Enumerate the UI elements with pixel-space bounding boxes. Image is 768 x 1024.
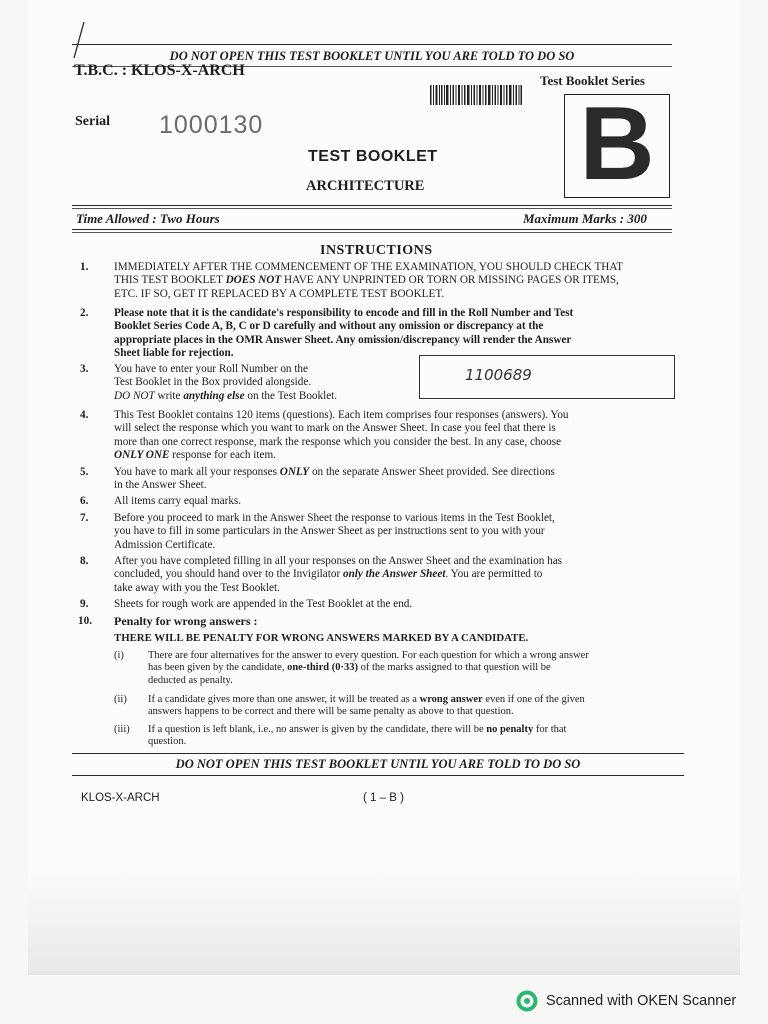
item-10-number: 10.: [78, 615, 92, 627]
barcode-icon: [430, 85, 522, 105]
booklet-subject: ARCHITECTURE: [306, 178, 425, 194]
time-rule-bottom: [72, 229, 672, 230]
footer-code: KLOS-X-ARCH: [81, 792, 160, 804]
item-10-penalty-notice: THERE WILL BE PENALTY FOR WRONG ANSWERS MARKED BY A CANDIDATE.: [114, 632, 529, 644]
item-5-number: 5.: [80, 466, 89, 478]
item-5-text: You have to mark all your responses ONLY on the separate Answer Sheet provided. See directions in the Answer Sheet.: [114, 466, 555, 492]
item-7-text: Before you proceed to mark in the Answer Sheet the response to various items in the Test Booklet, you have to fill in some particulars in the Answer Sheet as per instructions sent to you with your Admission Certificate.: [114, 512, 555, 551]
bottom-banner: DO NOT OPEN THIS TEST BOOKLET UNTIL YOU ARE TOLD TO DO SO: [175, 757, 581, 771]
time-allowed: Time Allowed : Two Hours: [76, 211, 220, 226]
series-label: Test Booklet Series: [540, 73, 645, 88]
item-1-text: IMMEDIATELY AFTER THE COMMENCEMENT OF THE EXAMINATION, YOU SHOULD CHECK THAT THIS TEST BOOKLET DOES NOT HAVE ANY UNPRINTED OR TORN OR MISSING PAGES OR ITEMS, ETC. IF SO, GET IT REPLACED BY A COMPLETE TEST BOOKLET.: [114, 261, 624, 300]
item-10-heading: Penalty for wrong answers :: [114, 614, 258, 628]
item-3-number: 3.: [80, 363, 89, 375]
bottom-rule-2: [72, 775, 684, 776]
item-8-number: 8.: [80, 555, 89, 567]
bottom-rule: [72, 753, 684, 754]
item-8-text: After you have completed filling in all your responses on the Answer Sheet and the examination has concluded, you should hand over to the Invigilator only the Answer Sheet. You are permitted to take away with you the Test Booklet.: [114, 555, 563, 594]
scanner-text: Scanned with OKEN Scanner: [546, 993, 737, 1009]
time-rule-top-2: [72, 208, 672, 209]
footer-page-number: ( 1 – B ): [363, 792, 404, 804]
sub-item-ii-text: If a candidate gives more than one answer, it will be treated as a wrong answer even if one of the given answers happens to be correct and there will be same penalty as above to that question.: [148, 694, 585, 718]
item-1-number: 1.: [80, 261, 89, 273]
sub-item-iii-text: If a question is left blank, i.e., no answer is given by the candidate, there will be no penalty for that question.: [148, 724, 567, 748]
instructions-heading: INSTRUCTIONS: [320, 243, 433, 258]
item-9-number: 9.: [80, 598, 89, 610]
item-6-text: All items carry equal marks.: [114, 495, 242, 507]
page-shadow: [28, 865, 740, 975]
top-banner: DO NOT OPEN THIS TEST BOOKLET UNTIL YOU ARE TOLD TO DO SO: [169, 49, 575, 63]
top-rule: [72, 44, 672, 45]
sub-item-ii-number: (ii): [114, 694, 127, 705]
scanner-watermark: [516, 990, 736, 1012]
sub-item-iii-number: (iii): [114, 724, 130, 735]
item-3-text: You have to enter your Roll Number on the Test Booklet in the Box provided alongside. DO NOT write anything else on the Test Booklet.: [114, 363, 338, 402]
time-rule-top: [72, 205, 672, 206]
time-rule-bottom-2: [72, 232, 672, 233]
item-2-text: Please note that it is the candidate's responsibility to encode and fill in the Roll Number and Test Booklet Series Code A, B, C or D carefully and without any omission or discrepancy at the appropriate places in the OMR Answer Sheet. Any omission/discrepancy will render the Answer Sheet liable for rejection.: [114, 307, 574, 360]
item-9-text: Sheets for rough work are appended in the Test Booklet at the end.: [114, 598, 413, 610]
oken-scanner-logo-icon: [516, 990, 538, 1012]
item-4-text: This Test Booklet contains 120 items (questions). Each item comprises four responses (answers). You will select the response which you want to mark on the Answer Sheet. In case you feel that there is more than one correct response, mark the response which you consider the best. In any case, choose ONLY ONE response for each item.: [114, 409, 569, 462]
serial-label: Serial: [75, 114, 110, 129]
item-4-number: 4.: [80, 409, 89, 421]
series-letter: B: [579, 86, 655, 202]
test-booklet-page: [28, 0, 740, 975]
item-6-number: 6.: [80, 495, 89, 507]
maximum-marks: Maximum Marks : 300: [523, 211, 647, 226]
item-2-number: 2.: [80, 307, 89, 319]
sub-item-i-number: (i): [114, 650, 124, 661]
sub-item-i-text: There are four alternatives for the answer to every question. For each question for which a wrong answer has been given by the candidate, one-third (0·33) of the marks assigned to that question will be deducted as penalty.: [148, 650, 589, 686]
item-7-number: 7.: [80, 512, 89, 524]
roll-number-handwritten: 1100689: [465, 366, 532, 384]
tbc-code: T.B.C. : KLOS-X-ARCH: [74, 62, 245, 79]
serial-number: 1000130: [159, 111, 264, 139]
booklet-title: TEST BOOKLET: [308, 148, 438, 165]
roll-number-box[interactable]: [419, 355, 675, 399]
series-box: [564, 86, 670, 202]
